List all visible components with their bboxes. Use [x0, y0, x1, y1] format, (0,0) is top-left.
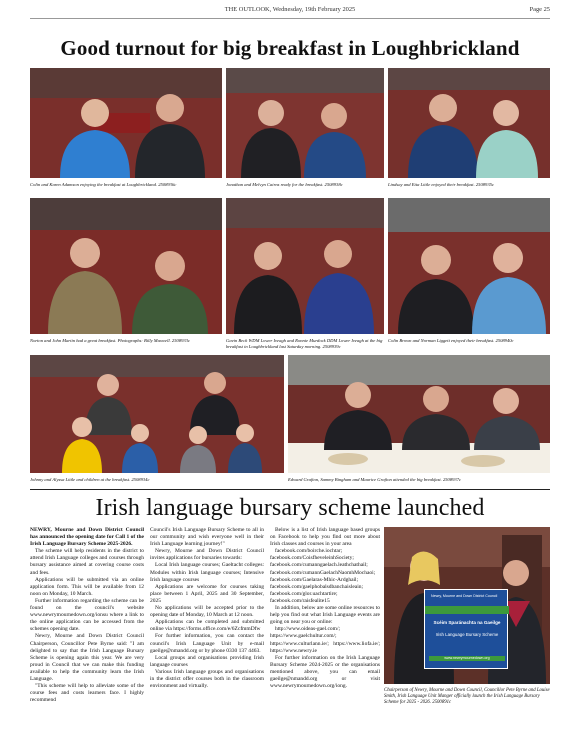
article-paragraph: In addition, below are some online resources to help you find out what Irish Language events are going on near you or online: [270, 605, 380, 626]
banner-url: www.newrymournedown.org [429, 656, 505, 661]
article-paragraph: Local Irish language courses; Gaeltacht colleges: Modules within Irish language courses; Intensive Irish language courses [150, 562, 264, 583]
page-number: Page 25 [529, 6, 550, 13]
banner-swoosh [425, 606, 509, 614]
article-paragraph: Further information regarding the scheme can be found on the council's website www.newrymournedown.org/ionsu where a link to the online application can be accessed from the schemes opening date. [30, 597, 144, 633]
article-paragraph: No applications will be accepted prior to the opening date of Monday, 10 March at 12 noon. [150, 605, 264, 619]
photo-brown-liggett [388, 198, 550, 334]
article-paragraph: Council's Irish Language Bursary Scheme to all in our community and wish everyone well in their Irish Language learning journey!" [150, 527, 264, 548]
caption-adamson: Colin and Karen Adamson enjoying the breakfast at Loughbrickland. 2508936c [30, 182, 177, 187]
banner-title-english: Irish Language Bursary Scheme [435, 632, 499, 637]
photo-little-lindsay [388, 68, 550, 178]
article-paragraph: The scheme will help residents in the district to attend Irish Language colleges and courses through bursary assistance aimed at covering course costs and fees. [30, 548, 144, 576]
caption-bursary-launch: Chairperson of Newry, Mourne and Down Council, Councillor Pete Byrne and Louise Smith, Irish Language Unit Manger officially launch the Irish Language Bursary Scheme for 2025 - 2026. 2500891c [384, 688, 550, 706]
story2-headline: Irish language bursary scheme launched [95, 495, 485, 521]
photo-adamson [30, 68, 222, 178]
article-paragraph: Newry, Mourne and Down District Council invites applications for bursaries towards: [150, 548, 264, 562]
article-paragraph: Applications can be completed and submitted online via https://forms.office.com/e/6ZcfmmDfw [150, 619, 264, 633]
caption-little-lindsay: Lindsay and Etta Little enjoyed their breakfast. 2508935c [388, 182, 494, 187]
bursary-banner [424, 589, 508, 669]
article-column-3 [270, 527, 380, 690]
story-divider [30, 489, 550, 490]
caption-grafton-bingham: Edward Grafton, Sammy Bingham and Maurice Grafton attended the big breakfast. 2508937c [288, 477, 462, 482]
story1-headline: Good turnout for big breakfast in Loughbrickland [60, 36, 520, 60]
photo-beck-murdock [226, 198, 384, 334]
banner-title-irish: Scéim Sparánachta na Gaeilge [433, 620, 501, 625]
article-paragraph: Newry, Mourne and Down District Council Chairperson, Councillor Pete Byrne said: "I am delighted to say that the Irish Language Bursary Scheme is opening again this year. We are very proud in Council that we can make this funding available to help the community learn the Irish Language. [30, 633, 144, 682]
article-paragraph: Applications will be submitted via an online application form. This will be available from 12 noon on Monday, 10 March. [30, 576, 144, 597]
caption-brown-liggett: Colin Brown and Norman Liggett enjoyed their breakfast. 2508940c [388, 338, 514, 343]
article-column-2 [150, 527, 264, 690]
article-paragraph: http://www.oideas-gael.com/; https://www.gaelchultur.com/; https://www.culturlann.ie/; https://www.liofa.ie/; https://www.newry.ie [270, 626, 380, 654]
article-column-1 [30, 527, 144, 704]
article-paragraph: For further information, you can contact the council's Irish Language Unit by e-mail gaeilge@nmandd.org or by phone 0330 137 4463. [150, 633, 264, 654]
caption-martin: Norton and John Martin had a great breakfast. Photographs: Billy Maxwell. 2508933c [30, 338, 191, 343]
article-paragraph: For further information on the Irish Language Bursary Scheme 2024-2025 or the organisations mentioned above, you can email gaeilge@nmandd.org or visit www.newrymournedown.org/iong. [270, 654, 380, 690]
publication-line: THE OUTLOOK, Wednesday, 19th February 2025 [224, 6, 356, 13]
caption-cairns: Jonathan and Melvyn Cairns ready for the breakfast. 2508938c [226, 182, 343, 187]
article-paragraph: Applications are welcome for courses taking place between 1 April, 2025 and 30 September, 2025 [150, 583, 264, 604]
article-paragraph: Local groups and organisations providing Irish language courses [150, 654, 264, 668]
photo-bursary-launch [384, 527, 550, 684]
page-header [30, 6, 550, 16]
article-lead: NEWRY, Mourne and Down District Council has announced the opening date for Call 1 of the Irish Language Bursary Scheme 2025-2026. [30, 527, 144, 548]
council-badge: Newry, Mourne and Down District Council [431, 594, 498, 598]
photo-little-family [30, 355, 284, 473]
article-paragraph: facebook.com/boirche.iochtar; facebook.com/CoisfheveleinhSociety; facebook.com/cumanngaelach.leathchathail; facebook.com/cumannGaelachNaomhMochaoi; facebook.com/Gaelaras-Mhic-Ardghail; facebook.com/gaelphobalsdbanchaisleain; facebook.com/glor.uachtartire; facebook.com/raisfealite15 [270, 548, 376, 604]
article-paragraph: Below is a list of Irish language based groups on Facebook to help you find out more about Irish classes and courses in your area [270, 527, 380, 548]
photo-martin [30, 198, 222, 334]
caption-beck-murdock: Gavin Beck WDM Lower Iveagh and Ronnie Murdock DDM Lower Iveagh at the big breakfast in Loughbrickland last Saturday morning. 2508939c [226, 338, 383, 349]
article-paragraph: "This scheme will help to alleviate some of the course fees and costs learners face. I highly recommend [30, 683, 144, 704]
photo-grafton-bingham [288, 355, 550, 473]
photo-cairns [226, 68, 384, 178]
header-rule [30, 18, 550, 19]
caption-little-family: Johnny and Alyssa Little and children at the breakfast. 2508934c [30, 477, 150, 482]
article-paragraph: Various Irish language groups and organisations in the district offer courses both in the classroom environment and virtually. [150, 668, 264, 690]
